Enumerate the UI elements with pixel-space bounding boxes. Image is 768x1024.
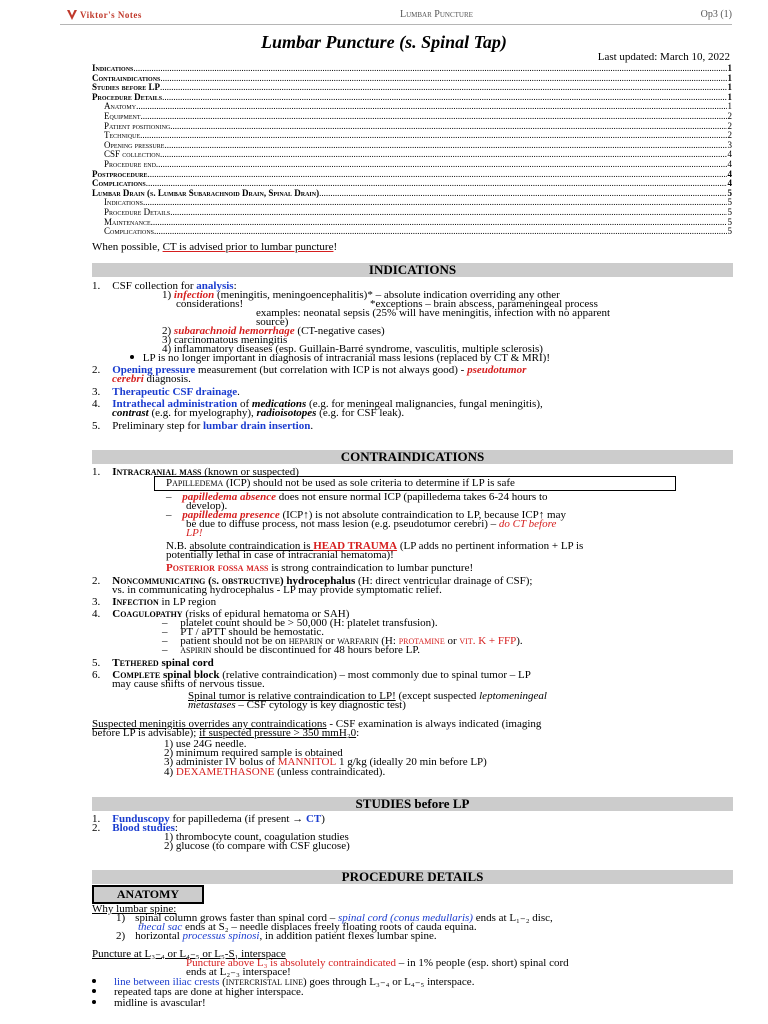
contra-1b: – papilledema presence (ICP↑) is not absolute contraindication to LP, because ICP↑ may xyxy=(166,509,566,521)
toc-page: 5 xyxy=(727,198,732,208)
toc-entry[interactable] xyxy=(92,227,732,237)
indication-2-cont: cerebri diagnosis. xyxy=(112,373,191,385)
toc-page: 5 xyxy=(727,227,732,237)
toc-label: Anatomy xyxy=(104,102,137,112)
puncture-above-l3-cont: ends at L₂₋₃ interspace! xyxy=(186,966,291,978)
toc-leader xyxy=(146,179,727,189)
contra-1-posterior-fossa: Posterior fossa mass is strong contraindication to lumbar puncture! xyxy=(166,562,474,574)
toc-leader xyxy=(156,160,727,170)
contra-2: 2. Noncommunicating (s. obstructive) hydrocephalus (H: direct ventricular drainage of CSF); xyxy=(92,575,533,587)
contra-1: 1. Intracranial mass (known or suspected) xyxy=(92,466,299,478)
toc-label: Studies before LP xyxy=(92,83,161,93)
toc-page: 5 xyxy=(727,217,732,227)
toc-leader xyxy=(164,141,726,151)
indication-4-cont: contrast (e.g. for myelography), radioisotopes (e.g. for CSF leak). xyxy=(112,407,405,419)
meningitis-step-1: 1) use 24G needle. xyxy=(164,738,247,750)
toc-leader xyxy=(319,189,726,199)
indication-1: 1. CSF collection for analysis: xyxy=(92,280,237,292)
toc-entry[interactable] xyxy=(92,160,732,170)
toc-page: 3 xyxy=(727,140,732,150)
toc-leader xyxy=(170,122,726,132)
toc-entry[interactable] xyxy=(92,83,732,93)
indication-1-bullet: LP is no longer important in diagnosis of intracranial mass lesions (replaced by CT & MRI)! xyxy=(130,352,550,364)
toc-page: 1 xyxy=(727,83,732,93)
toc-page: 4 xyxy=(727,159,732,169)
toc-leader xyxy=(151,218,727,228)
toc-page: 1 xyxy=(727,102,732,112)
study-2a: 1) thrombocyte count, coagulation studies xyxy=(164,831,349,843)
contra-1-nb-cont: potentially lethal in case of intracranial hematoma)! xyxy=(166,549,394,561)
contra-6-cont: may cause shifts of nervous tissue. xyxy=(112,678,265,690)
toc-label: Contraindications xyxy=(92,73,161,83)
bullet-icon xyxy=(130,355,134,359)
toc-page: 1 xyxy=(727,92,732,102)
contra-4a: – platelet count should be > 50,000 (H: platelet transfusion). xyxy=(162,617,438,629)
indication-2: 2. Opening pressure measurement (but correlation with ICP is not always good) - pseudotumor xyxy=(92,364,527,376)
toc-page: 2 xyxy=(727,131,732,141)
page-title: Lumbar Puncture (s. Spinal Tap) xyxy=(261,32,507,52)
contra-1a-cont: develop). xyxy=(186,500,228,512)
indication-3: 3. Therapeutic CSF drainage. xyxy=(92,386,240,398)
toc-label: Equipment xyxy=(104,111,141,121)
toc-entry[interactable] xyxy=(92,208,732,218)
toc-entry[interactable] xyxy=(92,74,732,84)
meningitis-step-4: 4) DEXAMETHASONE (unless contraindicated). xyxy=(164,766,386,778)
toc-label: Postprocedure xyxy=(92,169,148,179)
toc-label: Opening pressure xyxy=(104,140,165,150)
header-section: Lumbar Puncture xyxy=(400,9,473,20)
toc-page: 5 xyxy=(727,207,732,217)
toc-page: 1 xyxy=(727,64,732,73)
why-2: 2) horizontal processus spinosi, in addition patient flexes lumbar spine. xyxy=(116,930,437,942)
suspected-meningitis-cont: before LP is advisable); if suspected pressure > 350 mmH₂0: xyxy=(92,727,360,739)
toc-leader xyxy=(160,150,727,160)
toc-label: Procedure end xyxy=(104,159,156,169)
toc-page: 2 xyxy=(727,111,732,121)
toc-entry[interactable] xyxy=(92,170,732,180)
indication-1b: 2) subarachnoid hemorrhage (CT-negative cases) xyxy=(162,325,385,337)
why-1-cont: thecal sac ends at S₂ – needle displaces freely floating roots of cauda equina. xyxy=(138,921,477,933)
study-2b: 2) glucose (to compare with CSF glucose) xyxy=(164,840,350,852)
toc-leader xyxy=(160,74,726,84)
toc-entry[interactable] xyxy=(92,131,732,141)
toc-leader xyxy=(136,102,726,112)
why-1: 1) spinal column grows faster than spinal cord – spinal cord (conus medullaris) ends at L₁₋₂ disc, xyxy=(116,912,553,924)
contra-6: 6. Complete spinal block (relative contraindication) – most commonly due to spinal tumor – LP xyxy=(92,669,531,681)
contra-5: 5. Tethered spinal cord xyxy=(92,657,214,669)
bullet-repeated-taps: repeated taps are done at higher interspace. xyxy=(92,986,304,998)
puncture-above-l3: Puncture above L₃ is absolutely contraindicated – in 1% people (esp. short) spinal cord xyxy=(186,957,569,969)
toc-entry[interactable] xyxy=(92,93,732,103)
indication-1d: 4) inflammatory diseases (esp. Guillain-Barré syndrome, vasculitis, multiple sclerosis) xyxy=(162,343,543,355)
contra-1b-cont: be due to diffuse process, not mass lesion (e.g. pseudotumor cerebri) – do CT before xyxy=(186,518,557,530)
contra-4b: – PT / aPTT should be hemostatic. xyxy=(162,626,325,638)
anatomy-subheading: ANATOMY xyxy=(92,885,204,904)
why-lumbar-heading: Why lumbar spine: xyxy=(92,903,177,915)
contra-4d: – aspirin should be discontinued for 48 hours before LP. xyxy=(162,644,421,656)
indications-heading: INDICATIONS xyxy=(92,263,733,277)
toc-entry[interactable] xyxy=(92,122,732,132)
toc-label: Patient positioning xyxy=(104,121,171,131)
toc-leader xyxy=(141,112,727,122)
toc-leader xyxy=(160,83,726,93)
indication-1c: 3) carcinomatous meningitis xyxy=(162,334,288,346)
toc-entry[interactable] xyxy=(92,189,732,199)
contra-1-box-text: Papilledema (ICP) should not be used as sole criteria to determine if LP is safe xyxy=(166,477,515,489)
study-1: 1. Funduscopy for papilledema (if present → CT) xyxy=(92,813,325,825)
indication-4: 4. Intrathecal administration of medications (e.g. for meningeal malignancies, fungal meningitis), xyxy=(92,398,543,410)
toc-label: Indications xyxy=(104,198,143,208)
toc-label: Complications xyxy=(92,179,146,189)
indication-5: 5. Preliminary step for lumbar drain insertion. xyxy=(92,420,314,432)
indication-1a-exceptions: *exceptions – brain abscess, parameningeal process xyxy=(370,298,598,310)
toc-page: 1 xyxy=(727,73,732,83)
header-page: Op3 (1) xyxy=(700,9,732,20)
study-2: 2. Blood studies: xyxy=(92,822,178,834)
last-updated: Last updated: March 10, 2022 xyxy=(597,51,730,63)
toc-entry[interactable] xyxy=(92,179,732,189)
toc-label: Procedure Details xyxy=(92,92,163,102)
toc-label: Complications xyxy=(104,227,155,237)
intro-note: When possible, CT is advised prior to lumbar puncture! xyxy=(92,241,338,253)
toc-entry[interactable] xyxy=(92,198,732,208)
toc-leader xyxy=(154,227,726,237)
puncture-level: Puncture at L₃₋₄ or L₄₋₅ or L₅-S₁ interspace xyxy=(92,948,286,960)
toc-leader xyxy=(162,93,726,103)
toc-page: 2 xyxy=(727,121,732,131)
toc-entry[interactable] xyxy=(92,64,732,74)
logo-text: Viktor's Notes xyxy=(80,10,142,20)
bullet-iliac-crests: line between iliac crests (intercristal line) goes through L₃₋₄ or L₄₋₅ interspace. xyxy=(92,976,474,988)
toc-entry[interactable] xyxy=(92,141,732,151)
procedure-heading: PROCEDURE DETAILS xyxy=(92,870,733,884)
suspected-meningitis: Suspected meningitis overrides any contraindications - CSF examination is always indicated (imaging xyxy=(92,718,542,730)
site-logo xyxy=(66,9,142,21)
toc-entry[interactable] xyxy=(92,218,732,228)
toc-label: Lumbar Drain (s. Lumbar Subarachnoid Drain, Spinal Drain) xyxy=(92,188,320,198)
toc-leader xyxy=(143,198,727,208)
contra-2-cont: vs. in communicating hydrocephalus - LP may provide symptomatic relief. xyxy=(112,584,442,596)
toc-leader xyxy=(148,170,727,180)
contraindications-heading: CONTRAINDICATIONS xyxy=(92,450,733,464)
toc-leader xyxy=(170,208,726,218)
table-of-contents xyxy=(92,64,732,237)
toc-entry[interactable] xyxy=(92,112,732,122)
meningitis-step-2: 2) minimum required sample is obtained xyxy=(164,747,343,759)
toc-label: Indications xyxy=(92,64,134,73)
toc-leader xyxy=(133,64,726,74)
toc-page: 4 xyxy=(727,150,732,160)
contra-6-metastases: metastases – CSF cytology is key diagnostic test) xyxy=(188,699,406,711)
indication-1a: 1) infection (meningitis, meningoencephalitis)* – absolute indication overriding any other xyxy=(162,289,560,301)
contra-1a: – papilledema absence does not ensure normal ICP (papilledema takes 6-24 hours to xyxy=(166,491,548,503)
bullet-midline: midline is avascular! xyxy=(92,997,206,1009)
contra-1b-end: LP! xyxy=(186,527,203,539)
toc-entry[interactable] xyxy=(92,150,732,160)
logo-icon xyxy=(66,9,78,21)
contra-4: 4. Coagulopathy (risks of epidural hematoma or SAH) xyxy=(92,608,350,620)
running-header xyxy=(60,6,732,25)
indication-1a-examples: examples: neonatal sepsis (25% will have meningitis, infection with no apparent xyxy=(256,307,611,319)
toc-label: Maintenance xyxy=(104,217,151,227)
contra-3: 3. Infection in LP region xyxy=(92,596,217,608)
indication-1a-source: source) xyxy=(256,316,289,328)
toc-page: 4 xyxy=(727,169,732,179)
toc-page: 5 xyxy=(727,188,732,198)
toc-entry[interactable] xyxy=(92,102,732,112)
toc-page: 4 xyxy=(727,179,732,189)
toc-label: Procedure Details xyxy=(104,207,171,217)
meningitis-step-3: 3) administer IV bolus of MANNITOL 1 g/kg (ideally 20 min before LP) xyxy=(164,756,487,768)
studies-heading: STUDIES before LP xyxy=(92,797,733,811)
toc-label: CSF collection xyxy=(104,150,160,160)
contra-6-spinal-tumor: Spinal tumor is relative contraindication to LP! (except suspected leptomeningeal xyxy=(188,690,547,702)
toc-leader xyxy=(140,131,726,141)
toc-label: Technique xyxy=(104,131,141,141)
indication-1a-cont: considerations! xyxy=(176,298,244,310)
contra-4c: – patient should not be on heparin or warfarin (H: protamine or vit. K + FFP). xyxy=(162,635,523,647)
contra-1-nb: N.B. absolute contraindication is HEAD TRAUMA (LP adds no pertinent information + LP is xyxy=(166,540,584,552)
